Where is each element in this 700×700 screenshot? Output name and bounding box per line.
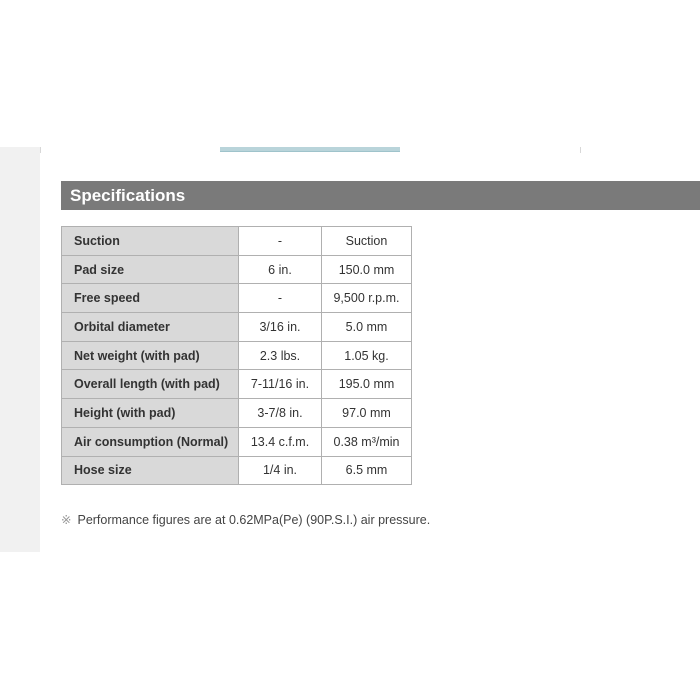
table-row: [62, 313, 412, 342]
spec-metric-value: 5.0 mm: [322, 313, 412, 342]
table-row: [62, 284, 412, 313]
spec-imperial-value: 7-11/16 in.: [239, 370, 322, 399]
spec-metric-value: 9,500 r.p.m.: [322, 284, 412, 313]
spec-metric-value: 6.5 mm: [322, 456, 412, 485]
spec-metric-value: Suction: [322, 227, 412, 256]
table-row: [62, 427, 412, 456]
performance-note-text: Performance figures are at 0.62MPa(Pe) (90P.S.I.) air pressure.: [77, 513, 431, 527]
table-row: [62, 399, 412, 428]
table-row: [62, 370, 412, 399]
specifications-heading: Specifications: [61, 181, 700, 210]
spec-imperial-value: 1/4 in.: [239, 456, 322, 485]
tab-1[interactable]: [40, 147, 220, 151]
spec-imperial-value: -: [239, 227, 322, 256]
tab-active[interactable]: [220, 147, 400, 152]
tab-3[interactable]: [400, 147, 580, 151]
table-row: [62, 255, 412, 284]
spec-label: Free speed: [62, 284, 239, 313]
reference-mark: ※: [61, 513, 72, 527]
table-row: [62, 341, 412, 370]
spec-metric-value: 150.0 mm: [322, 255, 412, 284]
specifications-table: [61, 226, 412, 485]
table-row: [62, 456, 412, 485]
spec-imperial-value: 3-7/8 in.: [239, 399, 322, 428]
tab-divider: [580, 147, 581, 153]
spec-label: Overall length (with pad): [62, 370, 239, 399]
spec-metric-value: 97.0 mm: [322, 399, 412, 428]
table-row: [62, 227, 412, 256]
spec-metric-value: 195.0 mm: [322, 370, 412, 399]
spec-imperial-value: 2.3 lbs.: [239, 341, 322, 370]
performance-note: [61, 512, 430, 527]
tab-strip: [40, 147, 700, 152]
spec-label: Orbital diameter: [62, 313, 239, 342]
product-detail-panel: [0, 147, 700, 552]
tab-divider: [40, 147, 41, 153]
spec-label: Hose size: [62, 456, 239, 485]
spec-label: Height (with pad): [62, 399, 239, 428]
spec-metric-value: 1.05 kg.: [322, 341, 412, 370]
spec-label: Suction: [62, 227, 239, 256]
spec-imperial-value: -: [239, 284, 322, 313]
spec-label: Air consumption (Normal): [62, 427, 239, 456]
spec-metric-value: 0.38 m³/min: [322, 427, 412, 456]
spec-imperial-value: 13.4 c.f.m.: [239, 427, 322, 456]
spec-label: Net weight (with pad): [62, 341, 239, 370]
spec-imperial-value: 3/16 in.: [239, 313, 322, 342]
spec-imperial-value: 6 in.: [239, 255, 322, 284]
tab-4[interactable]: [580, 147, 700, 151]
product-detail-content: [40, 147, 700, 552]
spec-label: Pad size: [62, 255, 239, 284]
